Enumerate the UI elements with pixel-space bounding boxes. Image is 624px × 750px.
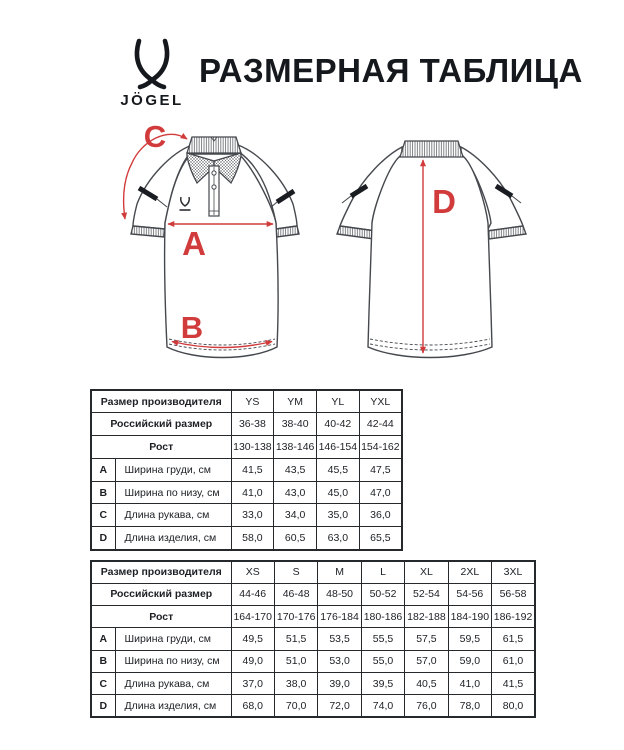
size-header-row (91, 436, 402, 459)
measure-value-cell: 45,5 (316, 458, 359, 481)
measure-name-cell: Ширина по низу, см (115, 481, 231, 504)
header-value-cell: 36-38 (231, 413, 274, 436)
measure-value-cell: 57,5 (405, 628, 448, 650)
measure-value-cell: 39,5 (361, 672, 404, 694)
measure-value-cell: 38,0 (274, 672, 317, 694)
measure-value-cell: 41,0 (448, 672, 491, 694)
measure-letter-cell: D (91, 695, 115, 717)
header-value-cell: XL (405, 561, 448, 583)
header-value-cell: 146-154 (316, 436, 359, 459)
measure-value-cell: 47,5 (359, 458, 402, 481)
jogel-logo-icon (106, 34, 198, 110)
front-placket (209, 166, 219, 216)
header-value-cell: YM (274, 390, 317, 413)
page-title: РАЗМЕРНАЯ ТАБЛИЦА (199, 52, 583, 89)
placket-button (212, 185, 216, 189)
measure-value-cell: 59,0 (448, 650, 491, 672)
measure-value-cell: 59,5 (448, 628, 491, 650)
measure-value-cell: 43,5 (274, 458, 317, 481)
measure-value-cell: 55,5 (361, 628, 404, 650)
header-label-cell: Рост (91, 436, 231, 459)
measure-value-cell: 74,0 (361, 695, 404, 717)
measure-value-cell: 58,0 (231, 527, 274, 550)
header-value-cell: L (361, 561, 404, 583)
measure-row (91, 650, 535, 672)
header-value-cell: 3XL (492, 561, 535, 583)
measure-value-cell: 72,0 (318, 695, 361, 717)
header-value-cell: 176-184 (318, 606, 361, 628)
header-label-cell: Российский размер (91, 583, 231, 605)
measure-value-cell: 63,0 (316, 527, 359, 550)
header-value-cell: 164-170 (231, 606, 274, 628)
measure-value-cell: 61,0 (492, 650, 535, 672)
size-header-row (91, 390, 402, 413)
header-value-cell: 50-52 (361, 583, 404, 605)
header-label-cell: Размер производителя (91, 561, 231, 583)
measure-value-cell: 49,0 (231, 650, 274, 672)
measure-letter-cell: A (91, 458, 115, 481)
back-collar (400, 141, 463, 157)
measure-name-cell: Длина изделия, см (115, 527, 231, 550)
header-value-cell: 44-46 (231, 583, 274, 605)
measure-value-cell: 68,0 (231, 695, 274, 717)
measure-value-cell: 41,0 (231, 481, 274, 504)
header-value-cell: 186-192 (492, 606, 535, 628)
header-value-cell: 40-42 (316, 413, 359, 436)
header-value-cell: 2XL (448, 561, 491, 583)
header-value-cell: 54-56 (448, 583, 491, 605)
measure-value-cell: 49,5 (231, 628, 274, 650)
back-body (368, 156, 492, 358)
size-header-row (91, 561, 535, 583)
measure-letter-cell: B (91, 481, 115, 504)
measure-label-c: C (143, 120, 167, 154)
measure-value-cell: 45,0 (316, 481, 359, 504)
measure-label-d: D (432, 183, 456, 220)
measure-value-cell: 55,0 (361, 650, 404, 672)
header-value-cell: YXL (359, 390, 402, 413)
size-header-row (91, 583, 535, 605)
measure-name-cell: Длина изделия, см (115, 695, 231, 717)
header-value-cell: 170-176 (274, 606, 317, 628)
measure-value-cell: 33,0 (231, 504, 274, 527)
polo-front-diagram (95, 120, 305, 375)
measure-row (91, 504, 402, 527)
measure-value-cell: 51,5 (274, 628, 317, 650)
header-value-cell: 138-146 (274, 436, 317, 459)
header-value-cell: 184-190 (448, 606, 491, 628)
header-value-cell: M (318, 561, 361, 583)
adult-size-table (90, 560, 536, 718)
measure-letter-cell: A (91, 628, 115, 650)
measure-label-b: B (180, 310, 204, 345)
measure-value-cell: 70,0 (274, 695, 317, 717)
measure-letter-cell: C (91, 504, 115, 527)
header-label-cell: Рост (91, 606, 231, 628)
header-value-cell: XS (231, 561, 274, 583)
measure-value-cell: 80,0 (492, 695, 535, 717)
measure-name-cell: Длина рукава, см (115, 504, 231, 527)
measure-row (91, 458, 402, 481)
measure-value-cell: 60,5 (274, 527, 317, 550)
size-header-row (91, 606, 535, 628)
header-value-cell: 42-44 (359, 413, 402, 436)
header-label-cell: Российский размер (91, 413, 231, 436)
measure-value-cell: 39,0 (318, 672, 361, 694)
measure-value-cell: 57,0 (405, 650, 448, 672)
measure-name-cell: Ширина по низу, см (115, 650, 231, 672)
header-value-cell: 180-186 (361, 606, 404, 628)
measure-row (91, 695, 535, 717)
youth-size-table (90, 389, 403, 551)
size-header-row (91, 413, 402, 436)
header-value-cell: YS (231, 390, 274, 413)
measure-value-cell: 53,5 (318, 628, 361, 650)
measure-row (91, 527, 402, 550)
header-label-cell: Размер производителя (91, 390, 231, 413)
measure-value-cell: 36,0 (359, 504, 402, 527)
measure-value-cell: 47,0 (359, 481, 402, 504)
measure-letter-cell: C (91, 672, 115, 694)
measure-row (91, 481, 402, 504)
header-value-cell: S (274, 561, 317, 583)
measure-name-cell: Ширина груди, см (115, 458, 231, 481)
measure-row (91, 672, 535, 694)
header-value-cell: 56-58 (492, 583, 535, 605)
measure-letter-cell: D (91, 527, 115, 550)
measure-value-cell: 65,5 (359, 527, 402, 550)
measure-value-cell: 43,0 (274, 481, 317, 504)
measure-row (91, 628, 535, 650)
measure-value-cell: 34,0 (274, 504, 317, 527)
measure-value-cell: 37,0 (231, 672, 274, 694)
header-value-cell: YL (316, 390, 359, 413)
header-value-cell: 46-48 (274, 583, 317, 605)
measure-value-cell: 51,0 (274, 650, 317, 672)
measure-label-a: A (182, 225, 206, 262)
measure-value-cell: 61,5 (492, 628, 535, 650)
measure-value-cell: 41,5 (492, 672, 535, 694)
header-value-cell: 182-188 (405, 606, 448, 628)
measure-value-cell: 41,5 (231, 458, 274, 481)
measure-value-cell: 53,0 (318, 650, 361, 672)
header-value-cell: 38-40 (274, 413, 317, 436)
measure-value-cell: 40,5 (405, 672, 448, 694)
header-value-cell: 130-138 (231, 436, 274, 459)
measure-letter-cell: B (91, 650, 115, 672)
measure-value-cell: 76,0 (405, 695, 448, 717)
measure-name-cell: Длина рукава, см (115, 672, 231, 694)
header-value-cell: 52-54 (405, 583, 448, 605)
placket-button (212, 171, 216, 175)
header-value-cell: 48-50 (318, 583, 361, 605)
brand-wordmark: JÖGEL (120, 92, 184, 109)
measure-value-cell: 35,0 (316, 504, 359, 527)
measure-value-cell: 78,0 (448, 695, 491, 717)
header-value-cell: 154-162 (359, 436, 402, 459)
measure-name-cell: Ширина груди, см (115, 628, 231, 650)
polo-back-diagram (330, 120, 530, 375)
